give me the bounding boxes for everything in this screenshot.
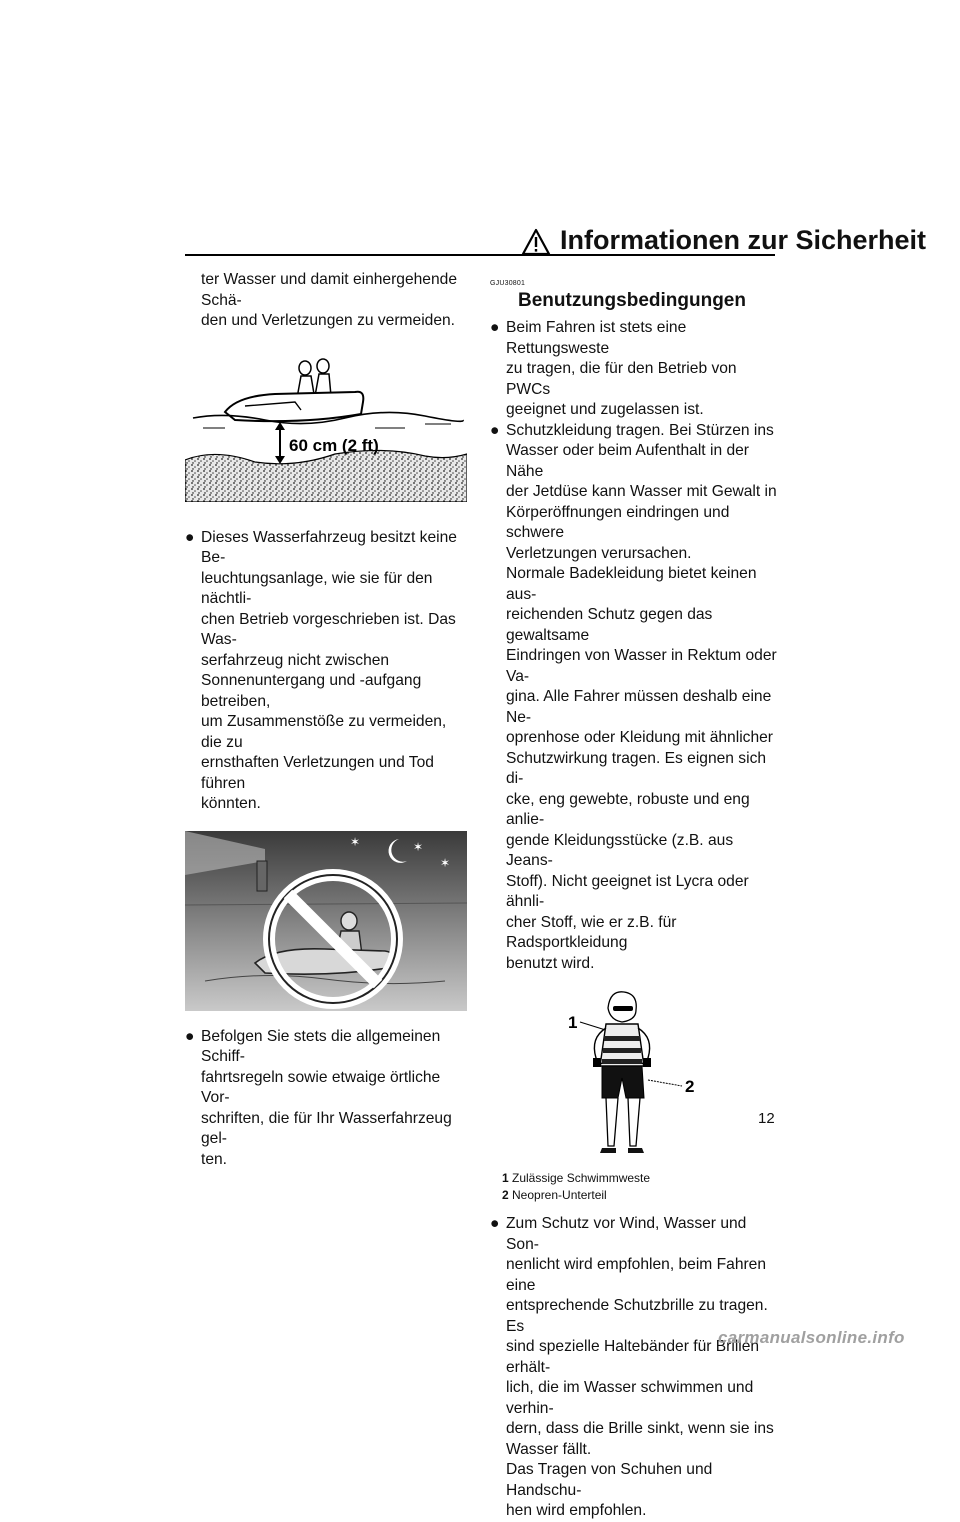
bullet-line: reichenden Schutz gegen das gewaltsame bbox=[506, 606, 713, 644]
page-number: 12 bbox=[758, 1110, 775, 1127]
bullet-line: leuchtungsanlage, wie sie für den nächtli- bbox=[201, 569, 433, 607]
bullet-line: nenlicht wird empfohlen, beim Fahren eine bbox=[506, 1256, 767, 1294]
svg-text:✶: ✶ bbox=[440, 855, 451, 870]
bullet-symbol: ● bbox=[490, 421, 500, 439]
bullet-line: fahrtsregeln sowie etwaige örtliche Vor- bbox=[201, 1068, 441, 1106]
no-night-riding-illustration bbox=[185, 831, 467, 1011]
bullet-line: Beim Fahren ist stets eine Rettungsweste bbox=[506, 319, 687, 357]
header-divider bbox=[185, 254, 775, 256]
bullet-line: geeignet und zugelassen ist. bbox=[506, 401, 704, 418]
bullet-navigation-rules bbox=[185, 1027, 465, 1171]
svg-text:✶: ✶ bbox=[350, 834, 361, 849]
bullet-line: oprenhose oder Kleidung mit ähnlicher bbox=[506, 729, 773, 746]
callout-2: 2 bbox=[685, 1077, 695, 1096]
bullet-symbol: ● bbox=[490, 1215, 500, 1232]
page-title: Informationen zur Sicherheit bbox=[560, 225, 927, 255]
bullet-line: ten. bbox=[201, 1150, 228, 1168]
bullet-line: könnten. bbox=[201, 795, 261, 812]
intro-line-1: ter Wasser und damit einhergehende Schä- bbox=[201, 271, 458, 309]
bullet-line: Wasser fällt. bbox=[506, 1440, 592, 1458]
bullet-goggles bbox=[490, 1214, 780, 1522]
left-column bbox=[185, 270, 465, 1170]
svg-text:✶: ✶ bbox=[413, 839, 424, 854]
bullet-line: cke, eng gewebte, robuste und eng anlie- bbox=[506, 790, 750, 828]
bullet-line: sind spezielle Haltebänder für Brillen erhält- bbox=[506, 1338, 760, 1376]
caption-item bbox=[502, 1170, 780, 1187]
bullet-line: schriften, die für Ihr Wasserfahrzeug gel- bbox=[201, 1109, 452, 1147]
figure-captions bbox=[502, 1170, 780, 1204]
bullet-line: hen wird empfohlen. bbox=[506, 1502, 647, 1519]
bullet-line: benutzt wird. bbox=[506, 954, 595, 972]
bullet-line: serfahrzeug nicht zwischen bbox=[201, 651, 390, 669]
caption-text: Zulässige Schwimmweste bbox=[512, 1171, 651, 1185]
callout-1: 1 bbox=[568, 1013, 578, 1032]
bullet-line: lich, die im Wasser schwimmen und verhin- bbox=[506, 1379, 754, 1417]
bullet-line: Das Tragen von Schuhen und Handschu- bbox=[506, 1461, 713, 1499]
caption-text: Neopren-Unterteil bbox=[512, 1188, 607, 1202]
bullet-symbol: ● bbox=[490, 319, 500, 336]
bullet-no-lighting bbox=[185, 528, 465, 815]
bullet-line: dern, dass die Brille sinkt, wenn sie ins bbox=[506, 1420, 774, 1437]
intro-line-2: den und Verletzungen zu vermeiden. bbox=[201, 312, 456, 329]
bullet-line: um Zusammenstöße zu vermeiden, die zu bbox=[201, 713, 447, 751]
bullet-line: Sonnenuntergang und -aufgang betreiben, bbox=[201, 672, 422, 710]
footer-watermark[interactable]: carmanualsonline.info bbox=[718, 1328, 905, 1347]
bullet-line: Zum Schutz vor Wind, Wasser und Son- bbox=[506, 1215, 747, 1253]
bullet-line: gina. Alle Fahrer müssen deshalb eine Ne- bbox=[506, 688, 772, 726]
depth-label: 60 cm (2 ft) bbox=[289, 435, 379, 455]
bullet-line: cher Stoff, wie er z.B. für Radsportkleidung bbox=[506, 913, 677, 951]
bullet-line: Wasser oder beim Aufenthalt in der Nähe bbox=[506, 442, 749, 480]
bullet-line: entsprechende Schutzbrille zu tragen. Es bbox=[506, 1297, 768, 1335]
bullet-line: zu tragen, die für den Betrieb von PWCs bbox=[506, 360, 737, 398]
bullet-protective-clothing bbox=[490, 421, 780, 975]
warning-triangle-icon bbox=[521, 228, 551, 256]
bullet-line: Dieses Wasserfahrzeug besitzt keine Be- bbox=[201, 528, 457, 566]
caption-number: 1 bbox=[502, 1171, 509, 1185]
section-title: Benutzungsbedingungen bbox=[518, 290, 746, 311]
caption-item bbox=[502, 1187, 780, 1204]
bullet-line: chen Betrieb vorgeschrieben ist. Das Was- bbox=[201, 610, 456, 648]
bullet-line: der Jetdüse kann Wasser mit Gewalt in bbox=[506, 483, 777, 500]
bullet-line: Schutzwirkung tragen. Es eignen sich di- bbox=[506, 749, 767, 787]
bullet-line: Verletzungen verursachen. bbox=[506, 544, 692, 562]
bullet-symbol: ● bbox=[185, 1027, 195, 1045]
watercraft-depth-illustration bbox=[185, 350, 467, 502]
bullet-line: Eindringen von Wasser in Rektum oder Va- bbox=[506, 647, 777, 685]
bullet-line: Schutzkleidung tragen. Bei Stürzen ins bbox=[506, 421, 774, 439]
bullet-line: Befolgen Sie stets die allgemeinen Schiff- bbox=[201, 1027, 441, 1065]
bullet-line: ernsthaften Verletzungen und Tod führen bbox=[201, 754, 434, 792]
bullet-line: Normale Badekleidung bietet keinen aus- bbox=[506, 565, 757, 603]
section-code: GJU30801 bbox=[490, 280, 526, 287]
bullet-line: gende Kleidungsstücke (z.B. aus Jeans- bbox=[506, 831, 734, 869]
caption-number: 2 bbox=[502, 1188, 509, 1202]
bullet-life-jacket bbox=[490, 318, 780, 421]
bullet-symbol: ● bbox=[185, 528, 195, 546]
bullet-line: Körperöffnungen eindringen und schwere bbox=[506, 503, 730, 541]
life-vest-wetsuit-illustration bbox=[490, 988, 780, 1168]
bullet-line: Stoff). Nicht geeignet ist Lycra oder ähnli- bbox=[506, 872, 749, 910]
